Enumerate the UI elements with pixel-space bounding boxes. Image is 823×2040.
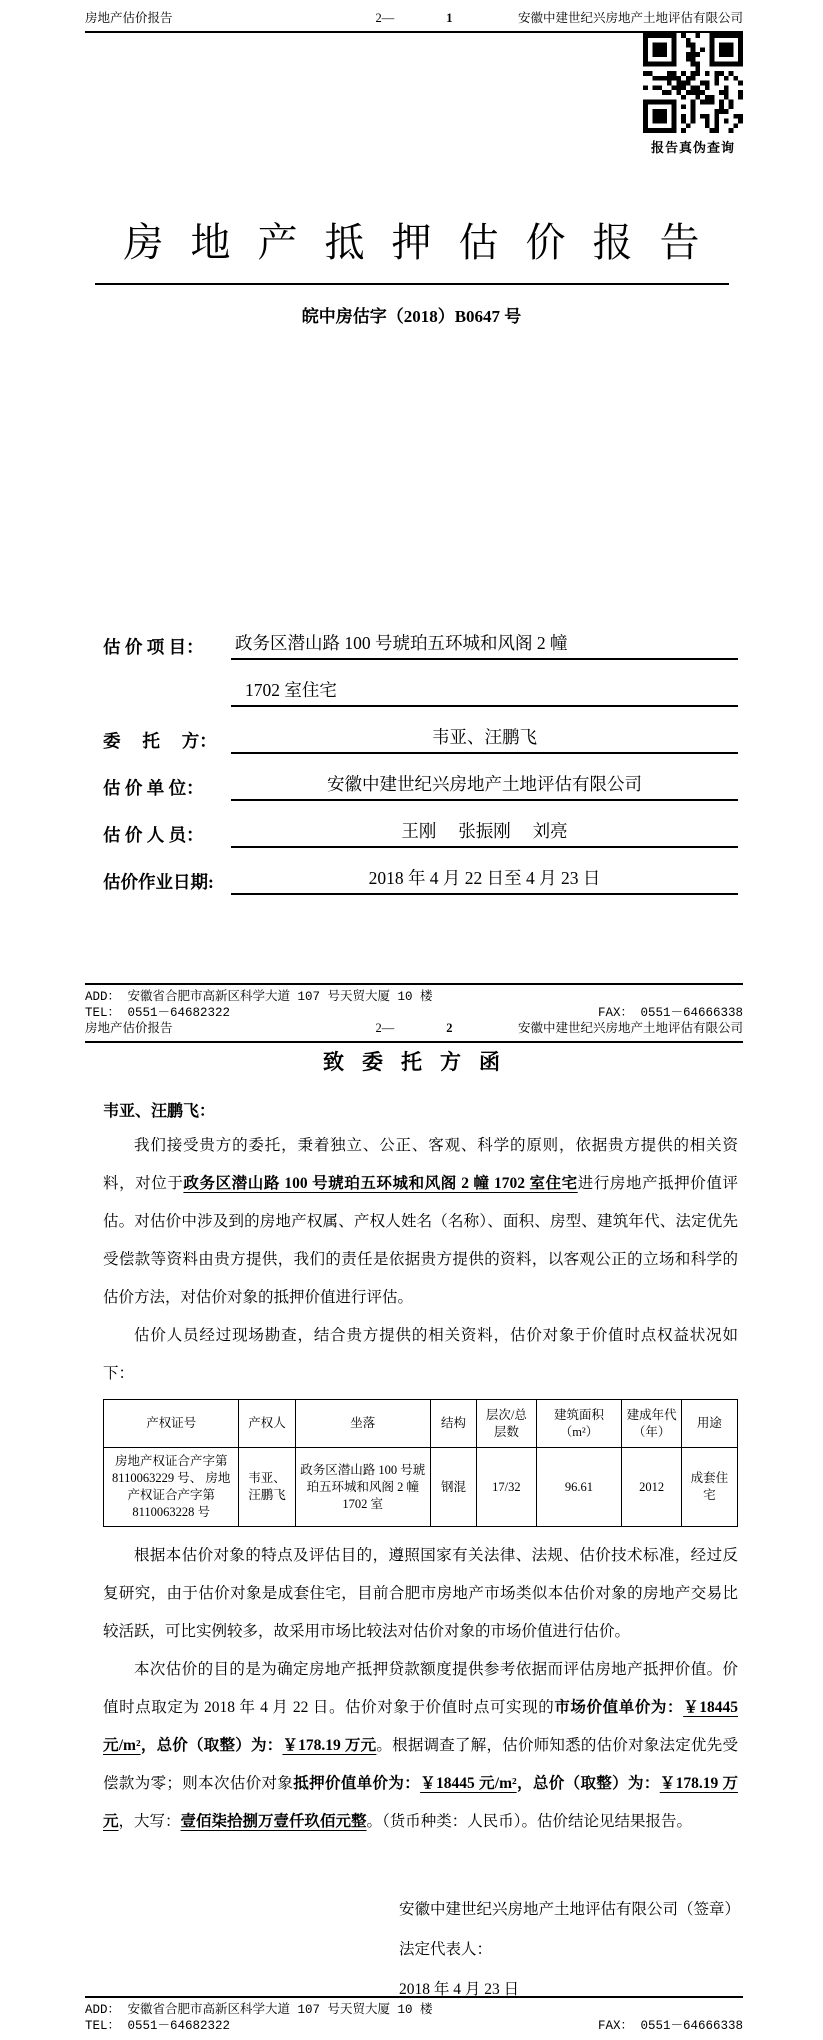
- header-page-number: 1: [446, 11, 453, 25]
- qr-block: [640, 33, 746, 156]
- page1-running-header: [85, 8, 743, 33]
- para4-text-4: 。（货币种类：人民币）。估价结论见结果报告。: [366, 1813, 693, 1830]
- header-page-prefix: 2—: [375, 11, 395, 25]
- paragraph-4: [103, 1651, 738, 1841]
- col-usage: 用途: [681, 1400, 737, 1448]
- field-staff-label: 估 价 人 员：: [103, 825, 204, 845]
- report-number: 皖中房估字（2018）B0647 号: [301, 307, 522, 326]
- cell-structure: 钢混: [430, 1448, 476, 1527]
- signature-date: 2018 年 4 月 23 日: [398, 1981, 520, 1998]
- price-in-words: 壹佰柒拾捌万壹仟玖佰元整: [180, 1813, 367, 1830]
- mortgage-total-label: ，总价（取整）为：: [516, 1775, 660, 1792]
- header-page-prefix: 2—: [375, 1021, 395, 1035]
- para1-text: 我们接受贵方的委托，秉着独立、公正、客观、科学的原则，依据贵方提供的相关资料，对位于: [103, 1137, 738, 1192]
- mortgage-unit-price: ￥18445 元/m²: [420, 1775, 517, 1792]
- signature-block: [399, 1890, 740, 2010]
- footer-tel: TEL： 0551－64682322: [85, 2019, 231, 2033]
- page2-running-footer: [85, 1996, 743, 2034]
- cover-fields: [103, 630, 738, 912]
- paragraph-1: [103, 1127, 738, 1317]
- cell-cert-number: 房地产权证合产字第 8110063229 号、 房地产权证合产字第 8110063228 号: [104, 1448, 239, 1527]
- cell-floor: 17/32: [477, 1448, 536, 1527]
- total-price-label: ，总价（取整）为：: [140, 1737, 283, 1754]
- market-unit-price: ￥18445 元/m²: [103, 1699, 738, 1754]
- table-row: [104, 1448, 738, 1527]
- salutation: 韦亚、汪鹏飞：: [103, 1103, 216, 1120]
- paragraph-2: 估价人员经过现场勘查，结合贵方提供的相关资料，估价对象于价值时点权益状况如下：: [103, 1327, 738, 1382]
- footer-tel: TEL： 0551－64682322: [85, 1006, 231, 1020]
- cell-year-built: 2012: [622, 1448, 681, 1527]
- market-total-price: ￥178.19 万元: [282, 1737, 377, 1754]
- field-staff: [103, 818, 738, 848]
- field-date-value: 2018 年 4 月 22 日至 4 月 23 日: [231, 865, 738, 895]
- col-cert-number: 产权证号: [104, 1400, 239, 1448]
- cell-usage: 成套住宅: [681, 1448, 737, 1527]
- header-company-name: 安徽中建世纪兴房地产土地评估有限公司: [517, 11, 743, 25]
- para4-text-2: 。根据调查了解，估价师知悉的估价对象法定优先受偿款为零；则本次估价对象: [103, 1737, 738, 1792]
- page1-running-footer: [85, 983, 743, 1021]
- footer-address: ADD： 安徽省合肥市高新区科学大道 107 号天贸大厦 10 楼: [85, 990, 433, 1004]
- field-date: [103, 865, 738, 895]
- cell-area: 96.61: [536, 1448, 622, 1527]
- footer-fax: FAX： 0551－64666338: [597, 2019, 743, 2033]
- cell-location: 政务区潜山路 100 号琥珀五环城和风阁 2 幢 1702 室: [295, 1448, 430, 1527]
- paragraph-3: 根据本估价对象的特点及评估目的，遵照国家有关法律、法规、估价技术标准，经过反复研究，由于估价对象是成套住宅，目前合肥市房地产市场类似本估价对象的房地产交易比较活跃，可比实例较多，故采用市场比较法对估价对象的市场价值进行估价。: [103, 1547, 738, 1640]
- para1-text-cont: 进行房地产抵押价值评估。对估价中涉及到的房地产权属、产权人姓名（名称）、面积、房型、建筑年代、法定优先受偿款等资料由贵方提供，我们的责任是依据贵方提供的资料，以客观公正的立场和科学的估价方法，对估价对象的抵押价值进行评估。: [103, 1175, 738, 1306]
- field-staff-value: 王刚 张振刚 刘亮: [231, 818, 738, 848]
- field-project-value-line2: 1702 室住宅: [231, 677, 738, 707]
- col-location: 坐落: [295, 1400, 430, 1448]
- qr-caption: 报告真伪查询: [650, 140, 735, 155]
- property-rights-table: [103, 1399, 738, 1527]
- field-project-line2: [103, 677, 738, 707]
- col-area: 建筑面积（m²）: [536, 1400, 622, 1448]
- field-date-label: 估价作业日期:: [103, 872, 214, 892]
- page2-running-header: [85, 1018, 743, 1043]
- col-structure: 结构: [430, 1400, 476, 1448]
- col-floor: 层次/总层数: [477, 1400, 536, 1448]
- field-agency-label: 估 价 单 位：: [103, 778, 204, 798]
- para1-property-highlight: 政务区潜山路 100 号琥珀五环城和风阁 2 幢 1702 室住宅: [183, 1175, 578, 1192]
- header-page-indicator: [376, 11, 453, 26]
- field-project-label: 估 价 项 目：: [103, 637, 204, 657]
- header-doc-title: 房地产估价报告: [85, 11, 173, 25]
- header-doc-title: 房地产估价报告: [85, 1021, 173, 1035]
- table-header-row: [104, 1400, 738, 1448]
- field-client-value: 韦亚、汪鹏飞: [231, 724, 738, 754]
- field-project-value-line1: 政务区潜山路 100 号琥珀五环城和风阁 2 幢: [231, 630, 738, 660]
- field-client: [103, 724, 738, 754]
- report-title-wrap: [0, 212, 823, 285]
- market-price-label: 市场价值单价为：: [554, 1699, 684, 1716]
- col-owner: 产权人: [239, 1400, 295, 1448]
- qr-code-icon: [640, 33, 746, 133]
- signature-company: 安徽中建世纪兴房地产土地评估有限公司（签章）: [398, 1901, 740, 1918]
- field-project: [103, 630, 738, 660]
- mortgage-price-label: 抵押价值单价为：: [293, 1775, 421, 1792]
- report-title: 房地产抵押估价报告: [95, 212, 729, 285]
- header-page-indicator: [376, 1021, 453, 1036]
- para4-text-3: ，大写：: [118, 1813, 181, 1830]
- field-agency: [103, 771, 738, 801]
- letter-body: [103, 1098, 738, 1841]
- signature-legal-rep: 法定代表人：: [398, 1941, 492, 1958]
- field-client-label: 委 托 方：: [103, 731, 217, 751]
- col-year-built: 建成年代（年）: [622, 1400, 681, 1448]
- letter-title: 致委托方函: [323, 1050, 518, 1074]
- cell-owner: 韦亚、汪鹏飞: [239, 1448, 295, 1527]
- footer-address: ADD： 安徽省合肥市高新区科学大道 107 号天贸大厦 10 楼: [85, 2003, 433, 2017]
- para4-text: 本次估价的目的是为确定房地产抵押贷款额度提供参考依据而评估房地产抵押价值。价值时点取定为 2018 年 4 月 22 日。估价对象于价值时点可实现的: [103, 1661, 738, 1716]
- header-page-number: 2: [446, 1021, 453, 1035]
- mortgage-total-price: ￥178.19 万元: [103, 1775, 738, 1830]
- footer-fax: FAX： 0551－64666338: [597, 1006, 743, 1020]
- field-agency-value: 安徽中建世纪兴房地产土地评估有限公司: [231, 771, 738, 801]
- header-company-name: 安徽中建世纪兴房地产土地评估有限公司: [517, 1021, 743, 1035]
